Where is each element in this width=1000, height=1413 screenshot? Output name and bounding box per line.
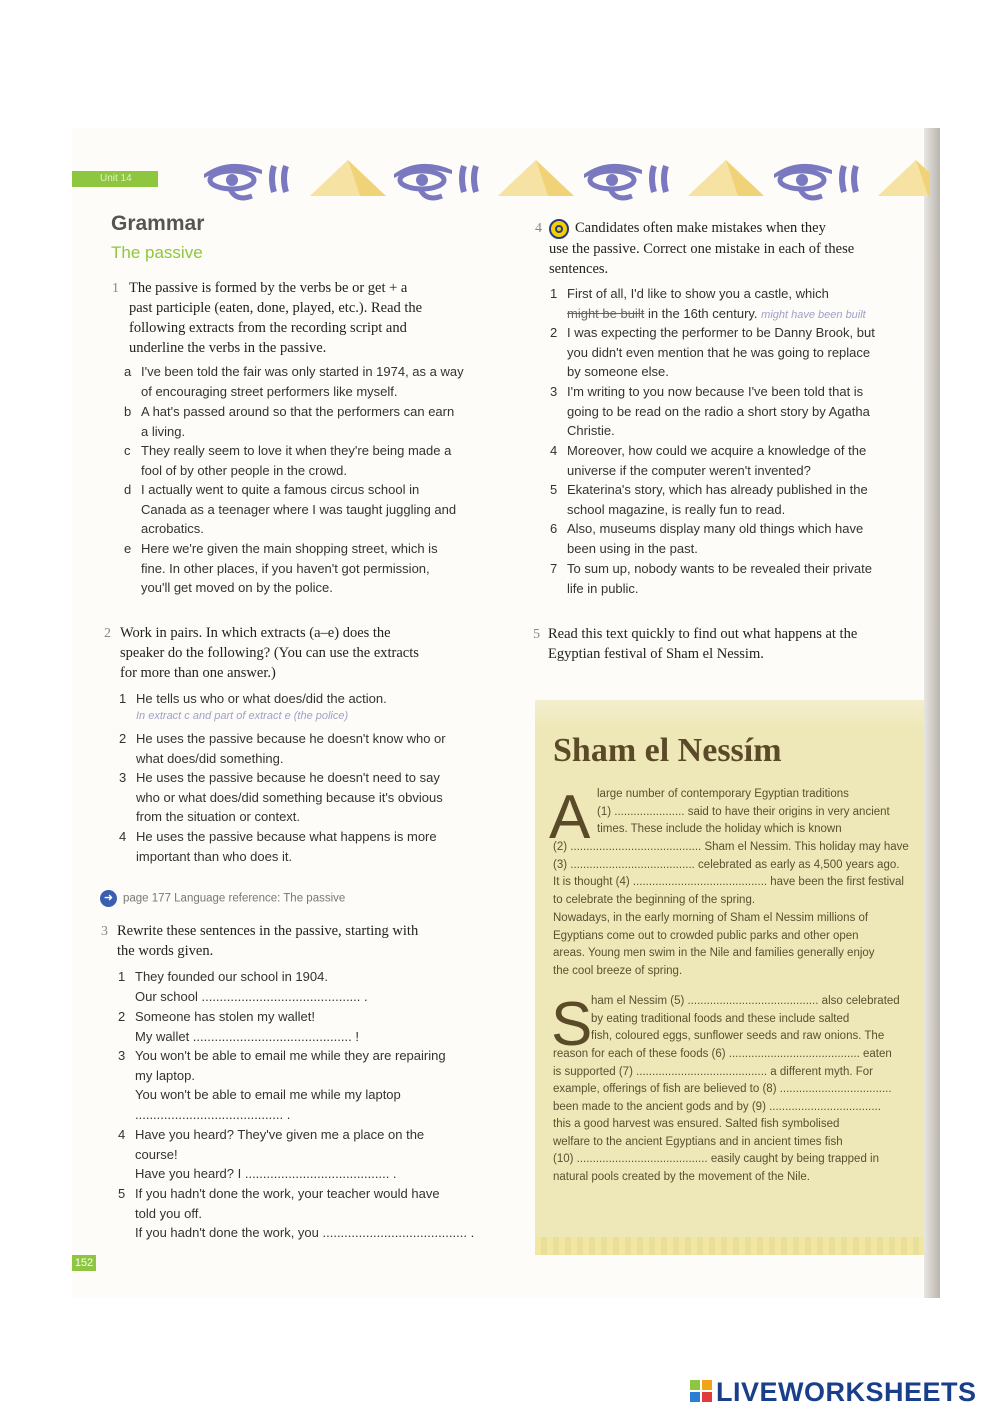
instruction-line: sentences.	[549, 260, 609, 277]
list-item	[119, 768, 519, 827]
instruction-line: Candidates often make mistakes when they	[575, 220, 826, 236]
text-line[interactable]: (2) ......................................... Sham el Nessim. This holiday may have	[553, 841, 909, 853]
list-item	[119, 729, 519, 768]
instruction-line: for more than one answer.)	[120, 665, 276, 681]
item-line: First of all, I'd like to show you a castle, which	[567, 286, 829, 301]
handwritten-answer: might have been built	[761, 308, 866, 321]
list-item	[124, 539, 524, 598]
exercise-number: 3	[101, 924, 108, 939]
item-line: of encouraging street performers like myself.	[141, 383, 398, 399]
item-line: school magazine, is really fun to read.	[567, 501, 786, 517]
pyramid-icon	[496, 156, 576, 200]
item-line: Also, museums display many old things which have	[567, 521, 864, 536]
page-number: 152	[72, 1255, 96, 1271]
item-line: He uses the passive because he doesn't need to say	[136, 770, 440, 785]
unit-tab: Unit 14	[72, 171, 158, 187]
text-line[interactable]: It is thought (4) .......................................... have been the first festival	[553, 876, 904, 888]
list-item	[550, 441, 930, 480]
text-line: this a good harvest was ensured. Salted fish symbolised	[553, 1118, 840, 1130]
item-line: you didn't even mention that he was going to replace	[567, 344, 871, 360]
decorative-band	[200, 150, 930, 210]
item-line: you'll get moved on by the police.	[141, 580, 333, 595]
item-line: life in public.	[567, 580, 639, 596]
paragraph-1	[553, 839, 909, 909]
text-line[interactable]: (10) ......................................... easily caught by being trapped in	[553, 1153, 879, 1165]
item-label: 4	[550, 443, 558, 458]
pyramid-icon	[308, 156, 388, 200]
text-line: welfare to the ancient Egyptians and in ancient times fish	[553, 1135, 843, 1148]
item-label: d	[124, 482, 132, 497]
list-item	[550, 323, 930, 382]
item-line: I was expecting the performer to be Danny Brook, but	[567, 325, 875, 340]
item-line: fine. In other places, if you haven't got permission,	[141, 560, 430, 576]
list-item	[118, 967, 518, 1006]
item-label: 5	[550, 482, 558, 497]
item-label: 3	[118, 1048, 126, 1063]
exam-tip-icon	[549, 219, 569, 239]
exercise-number: 5	[533, 627, 540, 642]
item-line: important than who does it.	[136, 848, 293, 864]
item-label: 7	[550, 561, 558, 576]
item-line: going to be read on the radio a short story by Agatha	[567, 403, 870, 419]
answer-line[interactable]: Have you heard? I ........................................ .	[135, 1166, 397, 1181]
drop-cap: A	[549, 783, 591, 852]
exercise-1-instruction	[129, 278, 519, 358]
box-top-decoration	[535, 700, 924, 728]
paragraph-2	[553, 910, 875, 980]
item-label: b	[124, 404, 132, 419]
exercise-number: 2	[104, 626, 111, 641]
text-line: areas. Young men swim in the Nile and families generally enjoy	[553, 947, 875, 959]
item-line: universe if the computer weren't invented?	[567, 462, 811, 478]
reference-text: page 177 Language reference: The passive	[123, 892, 346, 905]
struck-text: might be built	[567, 305, 645, 321]
item-line: fool of by other people in the crowd.	[141, 462, 347, 478]
handwritten-answer: In extract c and part of extract e (the police)	[136, 709, 349, 722]
list-item	[550, 519, 930, 558]
text-line[interactable]: is supported (7) ......................................... a different myth. For	[553, 1065, 873, 1078]
answer-line[interactable]: Our school ............................................ .	[135, 988, 368, 1004]
item-line: They founded our school in 1904.	[135, 969, 328, 984]
eye-of-horus-icon	[200, 158, 295, 202]
item-label: 1	[550, 286, 558, 301]
item-line: Someone has stolen my wallet!	[135, 1009, 315, 1024]
item-line: They really seem to love it when they're being made a	[141, 443, 452, 458]
text-line: fish, coloured eggs, sunflower seeds and raw onions. The	[591, 1030, 885, 1042]
text-line: the cool breeze of spring.	[553, 964, 683, 977]
item-line: a living.	[141, 423, 186, 439]
list-item	[118, 1007, 518, 1046]
eye-of-horus-icon	[390, 158, 485, 202]
instruction-line: Rewrite these sentences in the passive, starting with	[117, 923, 419, 939]
list-item	[119, 827, 519, 866]
item-label: 5	[118, 1186, 126, 1201]
list-item	[118, 1184, 518, 1243]
list-item	[124, 480, 524, 539]
instruction-line: following extracts from the recording script and	[129, 320, 407, 336]
paragraph-3	[553, 1046, 892, 1186]
item-line: I'm writing to you now because I've been told that is	[567, 384, 864, 399]
drop-cap: S	[551, 990, 593, 1059]
item-label: 4	[119, 829, 127, 844]
text-line: times. These include the holiday which is known	[597, 823, 842, 835]
item-line: Ekaterina's story, which has already published in the	[567, 482, 868, 497]
language-reference-link[interactable]	[100, 890, 345, 907]
text-line[interactable]: reason for each of these foods (6) ......................................... eaten	[553, 1048, 892, 1060]
item-line: course!	[135, 1146, 178, 1162]
list-item	[118, 1125, 518, 1184]
item-label: 6	[550, 521, 558, 536]
item-label: 3	[119, 770, 127, 785]
instruction-line: speaker do the following? (You can use the extracts	[120, 645, 419, 661]
instruction-line: Read this text quickly to find out what happens at the	[548, 626, 858, 642]
section-heading: Grammar	[111, 212, 205, 235]
answer-line[interactable]: My wallet ............................................ !	[135, 1028, 359, 1044]
list-item	[550, 284, 930, 325]
exercise-2-instruction	[120, 623, 520, 683]
item-label: 3	[550, 384, 558, 399]
text-line[interactable]: example, offerings of fish are believed to (8) ...................................	[553, 1083, 892, 1095]
item-line: in the 16th century.	[644, 305, 758, 321]
item-line: told you off.	[135, 1205, 202, 1221]
list-item	[550, 382, 930, 441]
list-item	[550, 480, 930, 519]
item-line: Moreover, how could we acquire a knowledge of the	[567, 443, 867, 458]
item-line: been using in the past.	[567, 540, 698, 556]
instruction-line: use the passive. Correct one mistake in each of these	[549, 240, 855, 257]
item-line: who or what does/did something because it's obvious	[136, 789, 443, 805]
arrow-right-icon: ➜	[100, 890, 117, 907]
item-line: He uses the passive because he doesn't know who or	[136, 731, 446, 746]
item-label: 4	[118, 1127, 126, 1142]
paragraph-1-intro	[597, 786, 890, 839]
instruction-line: Egyptian festival of Sham el Nessim.	[548, 646, 764, 662]
exercise-3-instruction	[117, 921, 517, 961]
list-item	[118, 1046, 518, 1124]
item-line: He uses the passive because what happens is more	[136, 829, 437, 844]
text-line[interactable]: ham el Nessim (5) ......................................... also celebrated	[591, 995, 900, 1007]
list-item	[124, 362, 524, 401]
item-line: Here we're given the main shopping street, which is	[141, 541, 438, 556]
list-item	[119, 689, 519, 724]
text-line[interactable]: (1) ...................... said to have their origins in very ancient	[597, 805, 890, 818]
text-line[interactable]: (3) ....................................... celebrated as early as 4,500 years ago.	[553, 858, 900, 871]
exercise-5-instruction	[548, 624, 933, 664]
list-item	[550, 559, 930, 598]
eye-of-horus-icon	[580, 158, 675, 202]
item-line: He tells us who or what does/did the action.	[136, 691, 387, 706]
liveworksheets-logo-icon	[690, 1380, 712, 1402]
text-line: Egyptians come out to crowded public parks and other open	[553, 929, 859, 942]
text-line[interactable]: been made to the ancient gods and by (9) ...................................	[553, 1100, 881, 1113]
paragraph-3-intro	[591, 993, 900, 1046]
exercise-number: 4	[535, 221, 542, 236]
item-label: 1	[118, 969, 126, 984]
item-line: acrobatics.	[141, 521, 204, 536]
text-line: to celebrate the beginning of the spring.	[553, 893, 756, 906]
text-line: large number of contemporary Egyptian traditions	[597, 788, 849, 800]
instruction-line: underline the verbs in the passive.	[129, 340, 327, 356]
reading-title: Sham el Nessím	[553, 732, 782, 769]
reading-text-box	[535, 700, 924, 1255]
item-line: Have you heard? They've given me a place on the	[135, 1127, 425, 1142]
item-line: Canada as a teenager where I was taught juggling and	[141, 501, 457, 517]
list-item	[124, 441, 524, 480]
item-label: 2	[118, 1009, 126, 1024]
item-label: 2	[550, 325, 558, 340]
pyramid-icon	[876, 156, 930, 200]
item-label: 1	[119, 691, 127, 706]
instruction-line: past participle (eaten, done, played, etc.). Read the	[129, 300, 423, 316]
item-label: c	[124, 443, 131, 458]
item-line: You won't be able to email me while they are repairing	[135, 1048, 446, 1063]
text-line: by eating traditional foods and these include salted	[591, 1012, 850, 1025]
item-line: my laptop.	[135, 1067, 195, 1083]
section-subheading: The passive	[111, 243, 203, 262]
brand-name: LIVEWORKSHEETS	[716, 1377, 977, 1407]
box-bottom-decoration	[535, 1237, 924, 1255]
answer-line[interactable]: ......................................... .	[135, 1106, 291, 1122]
pyramid-icon	[686, 156, 766, 200]
instruction-line: the words given.	[117, 943, 214, 959]
instruction-line: Work in pairs. In which extracts (a–e) does the	[120, 625, 391, 641]
item-line: I've been told the fair was only started in 1974, as a way	[141, 364, 464, 379]
item-line: I actually went to quite a famous circus school in	[141, 482, 420, 497]
exercise-4-instruction	[549, 218, 929, 279]
instruction-line: The passive is formed by the verbs be or get + a	[129, 280, 408, 296]
exercise-number: 1	[112, 281, 119, 296]
answer-line[interactable]: If you hadn't done the work, you ........................................ .	[135, 1225, 475, 1240]
item-line: If you hadn't done the work, your teacher would have	[135, 1186, 440, 1201]
item-line: To sum up, nobody wants to be revealed their private	[567, 561, 872, 576]
item-label: 2	[119, 731, 127, 746]
item-label: e	[124, 541, 132, 556]
item-line: You won't be able to email me while my laptop	[135, 1087, 401, 1102]
text-line: natural pools created by the movement of the Nile.	[553, 1170, 810, 1183]
item-line: Christie.	[567, 423, 615, 438]
item-label: a	[124, 364, 132, 379]
item-line: A hat's passed around so that the performers can earn	[141, 404, 455, 419]
item-line: what does/did something.	[136, 750, 284, 766]
list-item	[124, 402, 524, 441]
eye-of-horus-icon	[770, 158, 865, 202]
item-line: by someone else.	[567, 364, 669, 379]
text-line: Nowadays, in the early morning of Sham el Nessim millions of	[553, 912, 869, 924]
item-line: from the situation or context.	[136, 809, 301, 824]
